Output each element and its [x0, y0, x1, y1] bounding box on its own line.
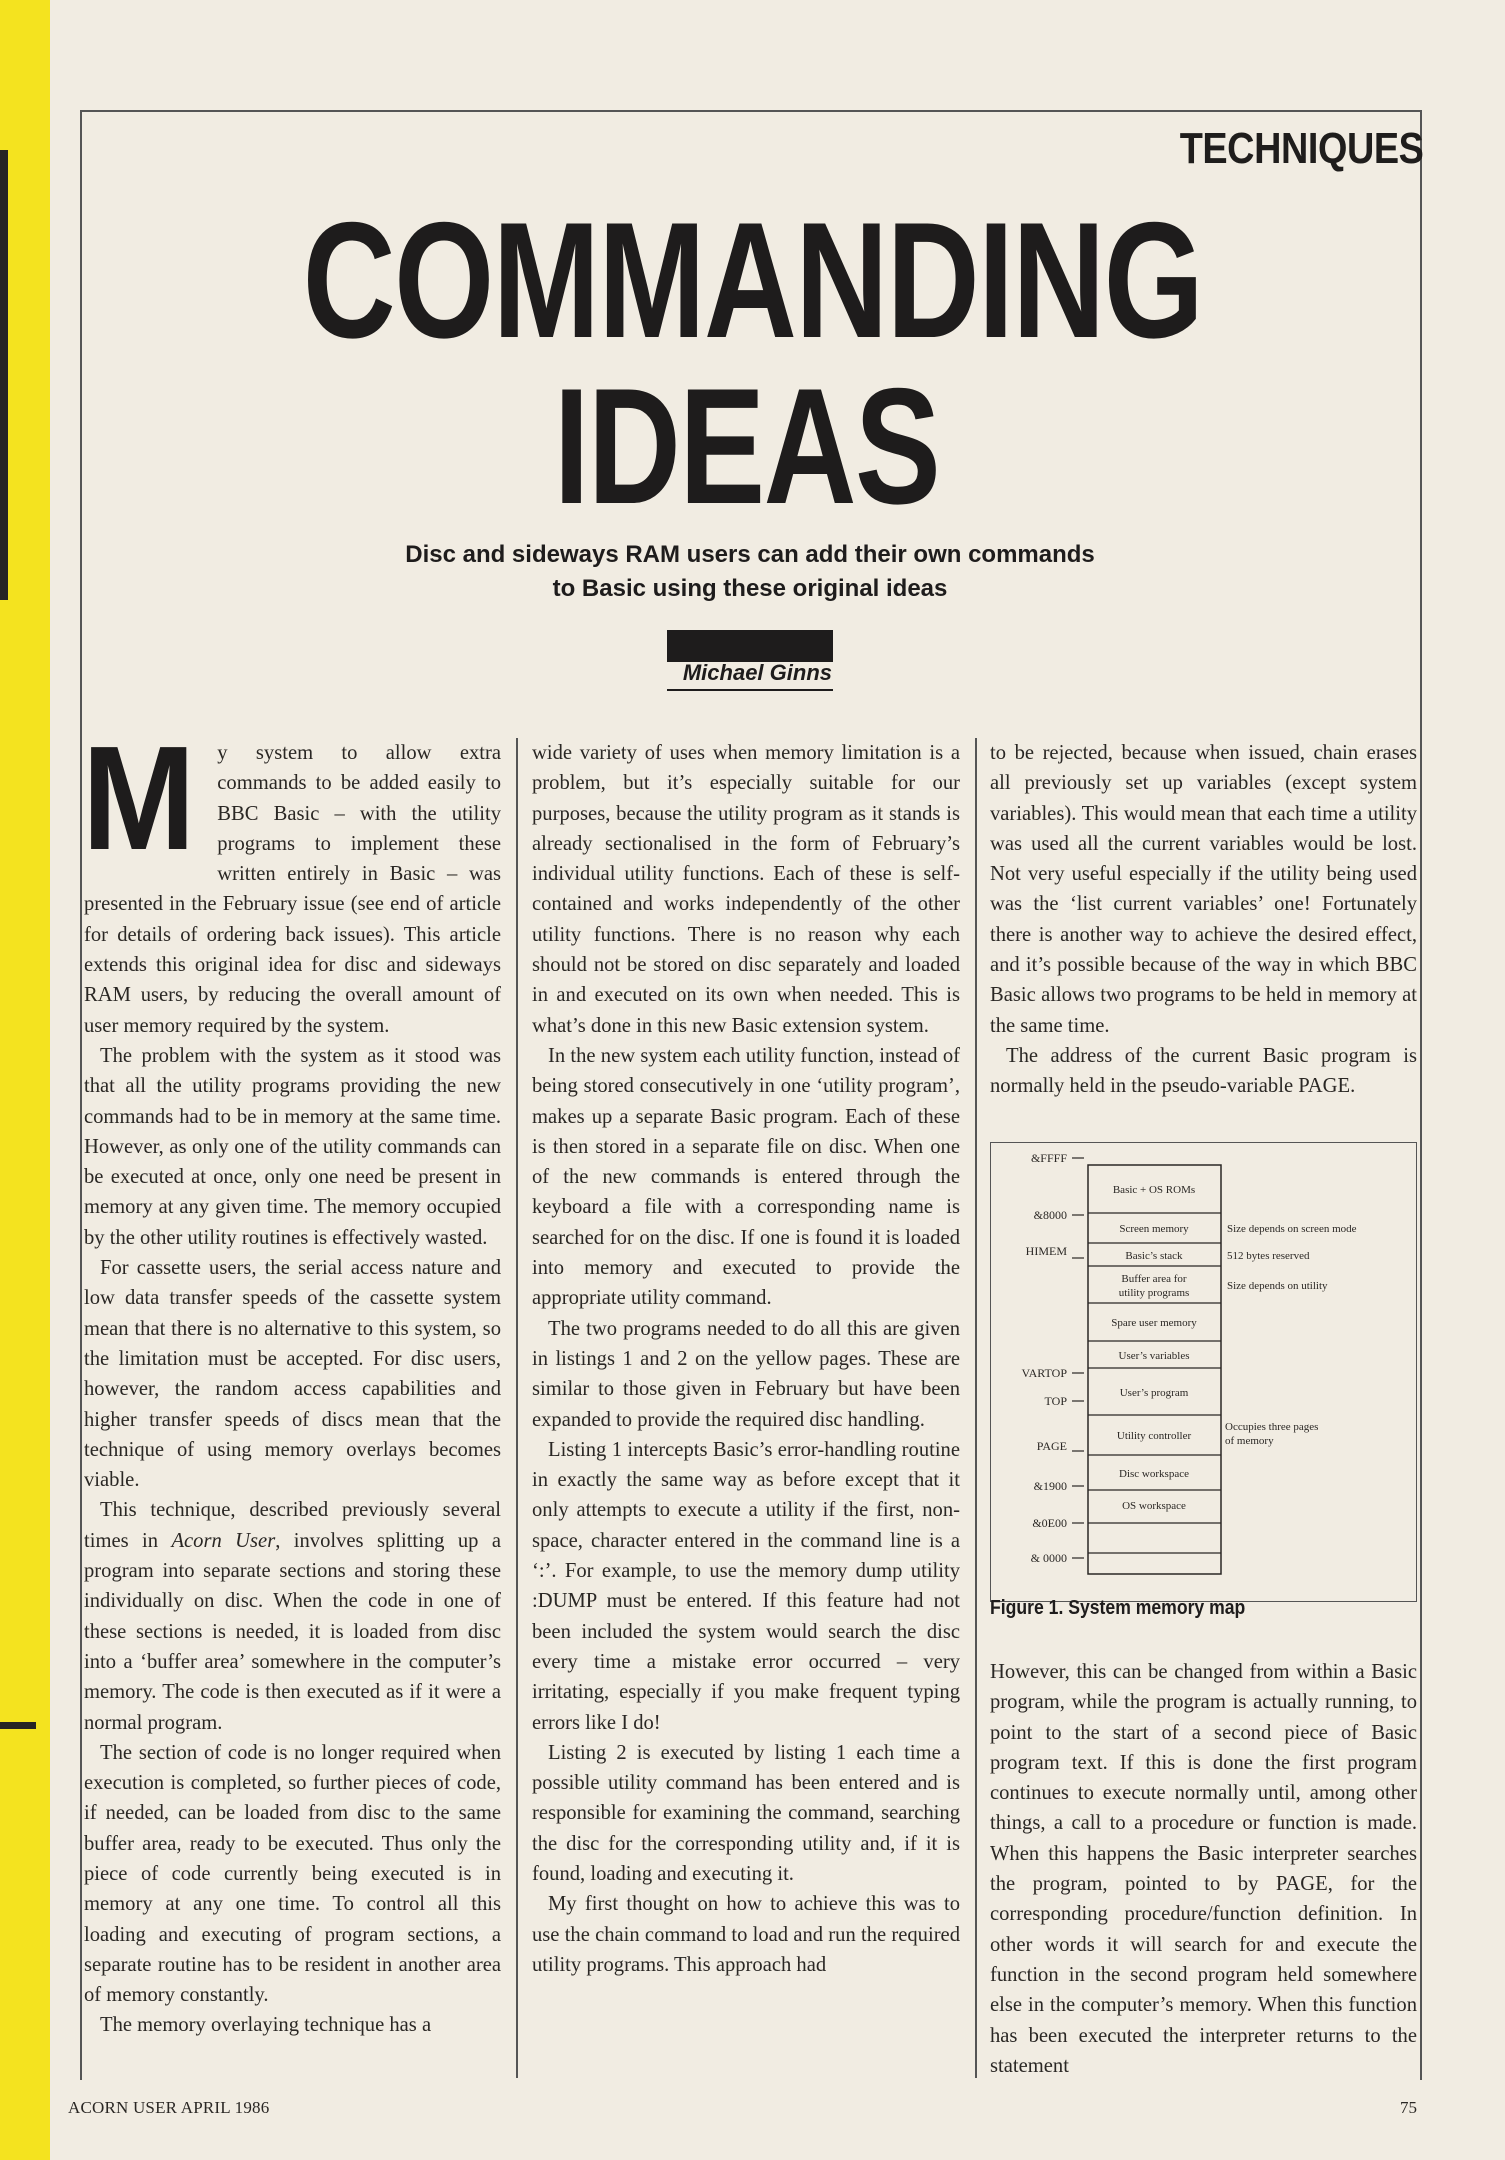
paragraph: wide variety of uses when memory limitation is a problem, but it’s especially suitable for our purposes, because the utility program as it stands is already sectionalised in the form of February’s individual utility functions. Each of these is self-contained and works independently of the other utility functions. There is no reason why each should not be stored on disc separately and loaded in and executed on its own when needed. This is what’s done in this new Basic extension system.	[532, 742, 960, 1037]
magazine-name: Acorn User	[171, 1529, 276, 1552]
paragraph: to be rejected, because when issued, chain erases all previously set up variables (except system variables). This would mean that each time a utility was used all the current variables would be lost. Not very useful especially if the utility being used was the ‘list current variables’ one! Fortunately there is another way to achieve the desired effect, and it’s possible because of the way in which BBC Basic allows two programs to be held in memory at the same time.	[990, 742, 1417, 1037]
address-label: &1900	[1033, 1479, 1067, 1493]
subtitle-line-1: Disc and sideways RAM users can add their own commands	[405, 541, 1095, 568]
paragraph	[82, 716, 501, 1041]
address-label: HIMEM	[1025, 1244, 1067, 1258]
address-label: VARTOP	[1021, 1366, 1067, 1380]
byline-rule	[667, 689, 833, 691]
subtitle-line-2: to Basic using these original ideas	[552, 575, 948, 602]
address-label: TOP	[1044, 1394, 1067, 1408]
memory-note: Size depends on utility	[1227, 1280, 1328, 1292]
paragraph: However, this can be changed from within a Basic program, while the program is actually running, to point to the start of a second piece of Basic program text. If this is done the first program continues to execute normally until, among other things, a call to a procedure or function is made. When this happens the Basic interpreter searches the program, pointed to by PAGE, for the corresponding procedure/function definition. In other words it will search for and execute the function in the second program held somewhere else in the computer’s memory. When this function has been executed the interpreter returns to the statement	[990, 1661, 1417, 2077]
subtitle	[300, 538, 1200, 606]
memory-map-diagram	[991, 1143, 1418, 1603]
memory-block-label: User’s program	[1119, 1387, 1189, 1399]
paragraph: The address of the current Basic program is normally held in the pseudo-variable PAGE.	[990, 1044, 1417, 1098]
memory-note: Occupies three pages	[1225, 1421, 1319, 1433]
memory-block-label: Utility controller	[1116, 1430, 1192, 1442]
headline-line-1: COMMANDING	[302, 188, 1203, 372]
figure-caption: Figure 1. System memory map	[990, 1597, 1246, 1619]
memory-block-label: Buffer area for	[1121, 1273, 1187, 1285]
paragraph: Listing 2 is executed by listing 1 each time a possible utility command has been entered and is responsible for examining the command, searching the disc for the corresponding utility and, if it is found, loading and executing it.	[532, 1741, 960, 1885]
footer-publication: ACORN USER APRIL 1986	[68, 2098, 270, 2117]
memory-block-label: utility programs	[1118, 1287, 1190, 1299]
memory-block-label: User’s variables	[1118, 1350, 1190, 1362]
memory-note: of memory	[1225, 1435, 1274, 1447]
page-number: 75	[1400, 2098, 1417, 2117]
binding-spine	[0, 150, 8, 600]
paragraph: The memory overlaying technique has a	[100, 2014, 432, 2037]
memory-block-label: Spare user memory	[1111, 1317, 1197, 1329]
author-byline: Michael Ginns	[682, 660, 832, 685]
paragraph	[84, 1495, 501, 1737]
paragraph-text: , involves splitting up a program into separate sections and storing these individually on disc. When the code in one of these sections is needed, it is loaded from disc into a ‘buffer area’ somewhere in the computer’s memory. The code is then executed as if it were a normal program.	[84, 1529, 501, 1734]
column-rule-1	[516, 738, 518, 2078]
memory-note: 512 bytes reserved	[1227, 1250, 1310, 1262]
article-column-3-continued	[990, 1657, 1417, 2081]
drop-cap: M	[82, 716, 196, 881]
memory-block-label: Screen memory	[1119, 1223, 1189, 1235]
address-label: &0E00	[1032, 1516, 1067, 1530]
paragraph: The section of code is no longer required when execution is completed, so further pieces of code, if needed, can be loaded from disc to the same buffer area, ready to be executed. Thus only the piece of code currently being executed is in memory at any one time. To control all this loading and executing of program sections, a separate routine has to be resident in another area of memory constantly.	[84, 1741, 501, 2007]
byline-bar	[667, 630, 833, 662]
paragraph: My first thought on how to achieve this was to use the chain command to load and run the required utility programs. This approach had	[532, 1893, 960, 1976]
binding-mark	[0, 1722, 36, 1729]
paragraph: Listing 1 intercepts Basic’s error-handling routine in exactly the same way as before except that it only attempts to execute a utility if the first, non-space, character entered in the command line is a ‘:’. For example, to use the memory dump utility :DUMP must be entered. If this feature had not been included the system would search the disc every time a mistake error occurred – very irritating, especially if you make frequent typing errors like I do!	[532, 1438, 960, 1734]
section-label: TECHNIQUES	[1179, 124, 1423, 173]
paragraph: For cassette users, the serial access nature and low data transfer speeds of the cassette system mean that there is no alternative to this system, so the limitation must be accepted. For disc users, however, the random access capabilities and higher transfer speeds of discs mean that the technique of using memory overlays becomes viable.	[84, 1257, 501, 1492]
article-column-3	[990, 738, 1417, 1102]
address-label: & 0000	[1030, 1551, 1067, 1565]
paragraph-text: y system to allow extra commands to be added easily to BBC Basic – with the utility programs to implement these written entirely in Basic – was presented in the February issue (see end of article for details of ordering back issues). This article extends this original idea for disc and sideways RAM users, by reducing the overall amount of user memory required by the system.	[84, 742, 501, 1037]
paragraph: In the new system each utility function, instead of being stored consecutively in one ‘utility program’, makes up a separate Basic program. Each of these is then stored in a separate file on disc. When one of the new commands is entered through the keyboard a file with a corresponding name is searched for on the disc. If one is found it is loaded into memory and executed to provide the appropriate utility command.	[532, 1044, 960, 1310]
memory-block-label: OS workspace	[1122, 1500, 1186, 1512]
memory-note: Size depends on screen mode	[1227, 1223, 1357, 1235]
memory-block-label: Basic + OS ROMs	[1112, 1184, 1196, 1196]
article-column-1	[82, 716, 501, 2041]
paragraph: The two programs needed to do all this are given in listings 1 and 2 on the yellow pages. These are similar to those given in February but have been expanded to provide the required disc handling.	[532, 1317, 960, 1431]
address-label: &FFFF	[1030, 1151, 1067, 1165]
memory-block-label: Basic’s stack	[1125, 1250, 1183, 1262]
article-column-2	[532, 738, 960, 1980]
column-rule-2	[975, 738, 977, 2078]
address-label: &8000	[1033, 1208, 1067, 1222]
address-label: PAGE	[1036, 1439, 1067, 1453]
memory-map-figure	[990, 1142, 1417, 1602]
headline-line-2: IDEAS	[553, 354, 940, 538]
paragraph-text: This technique, described previously several times in	[84, 1499, 501, 1552]
memory-block-label: Disc workspace	[1119, 1468, 1189, 1480]
paragraph: The problem with the system as it stood was that all the utility programs providing the new commands had to be in memory at the same time. However, as only one of the utility commands can be executed at once, only one need be present in memory at any given time. The memory occupied by the other utility routines is effectively wasted.	[84, 1044, 501, 1249]
